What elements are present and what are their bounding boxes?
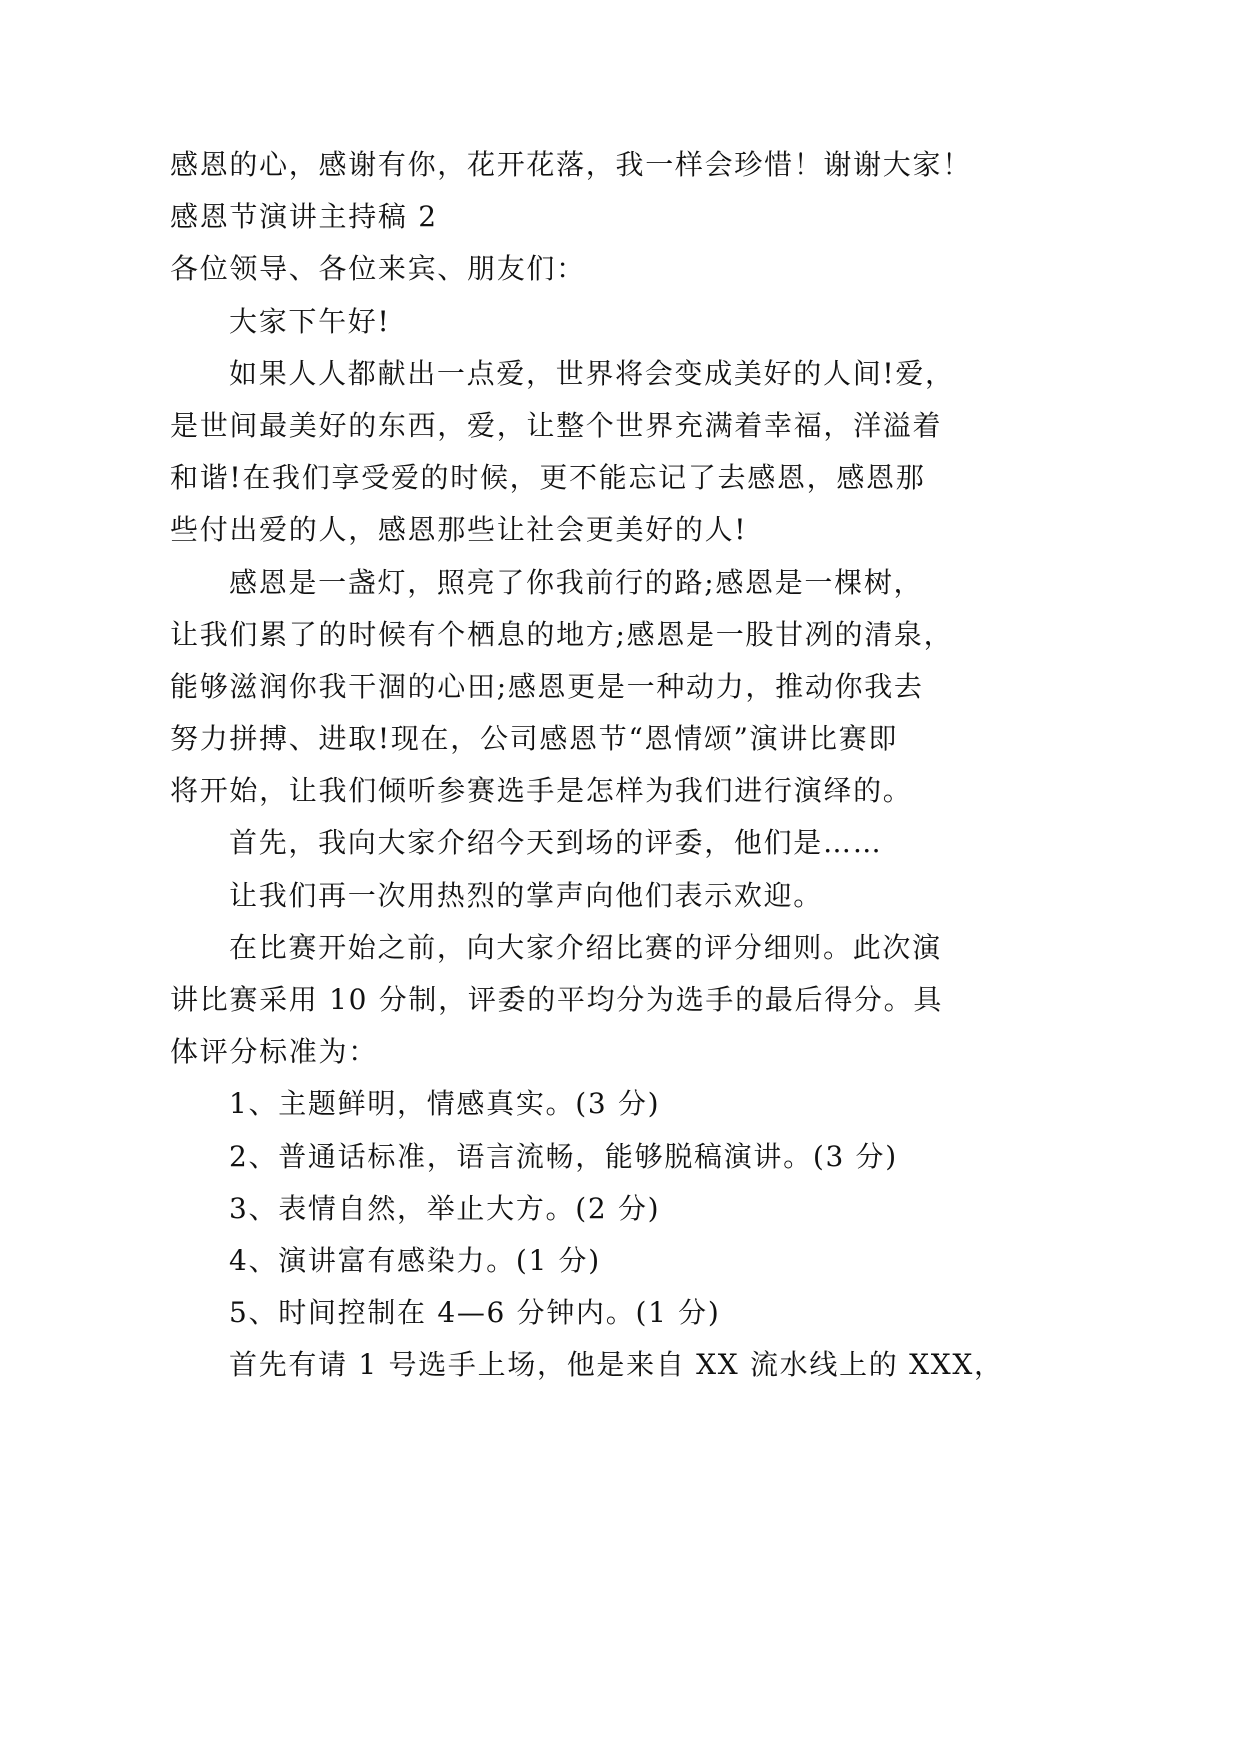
greeting: 大家下午好! [229,304,391,338]
continued-closing-line: 感恩的心，感谢有你，花开花落，我一样会珍惜！谢谢大家！ [170,148,972,181]
paragraph-line: 努力拼搏、进取!现在，公司感恩节“恩情颂”演讲比赛即 [170,722,899,756]
judges-intro-line: 首先，我向大家介绍今天到场的评委，他们是…… [229,826,883,860]
paragraph-line: 能够滋润你我干涸的心田;感恩更是一种动力，推动你我去 [170,669,924,703]
scoring-criterion: 3、表情自然，举止大方。(2 分) [229,1191,661,1225]
rules-paragraph [170,922,1241,1079]
paragraph-line: 是世间最美好的东西，爱，让整个世界充满着幸福，洋溢着 [170,408,943,442]
welcome-line: 让我们再一次用热烈的掌声向他们表示欢迎。 [229,878,824,912]
scoring-criteria-list [170,1078,1241,1339]
paragraph-line: 体评分标准为： [170,1035,378,1069]
salutation: 各位领导、各位来宾、朋友们： [170,252,586,286]
first-contestant-line: 首先有请 1 号选手上场，他是来自 XX 流水线上的 XXX， [229,1348,1004,1382]
scoring-criterion: 5、时间控制在 4—6 分钟内。(1 分) [229,1296,721,1330]
paragraph-line: 将开始，让我们倾听参赛选手是怎样为我们进行演绎的。 [170,774,913,808]
paragraph-line: 在比赛开始之前，向大家介绍比赛的评分细则。此次演 [229,930,942,964]
document-title: 感恩节演讲主持稿 2 [170,200,438,234]
paragraph-line: 些付出爱的人，感恩那些让社会更美好的人! [170,513,748,547]
paragraph-line: 让我们累了的时候有个栖息的地方;感恩是一股甘冽的清泉， [170,617,954,651]
paragraph-line: 感恩是一盏灯，照亮了你我前行的路;感恩是一棵树， [229,565,924,599]
paragraph-line: 讲比赛采用 10 分制，评委的平均分为选手的最后得分。具 [170,983,944,1016]
intro-paragraph [170,348,1241,557]
paragraph-line: 如果人人都献出一点爱，世界将会变成美好的人间!爱， [229,356,955,390]
scoring-criterion: 4、演讲富有感染力。(1 分) [229,1243,601,1277]
scoring-criterion: 2、普通话标准，语言流畅，能够脱稿演讲。(3 分) [229,1139,898,1173]
gratitude-paragraph [170,557,1241,818]
paragraph-line: 和谐!在我们享受爱的时候，更不能忘记了去感恩，感恩那 [170,461,926,495]
scoring-criterion: 1、主题鲜明，情感真实。(3 分) [229,1087,661,1121]
